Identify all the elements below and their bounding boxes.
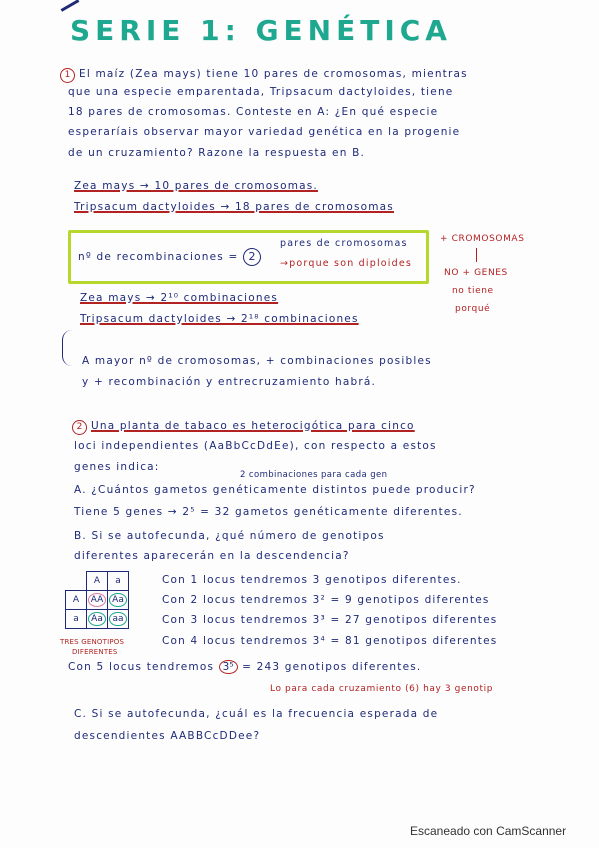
box-formula: nº de recombinaciones = 2 <box>78 248 261 266</box>
side-note-2: NO + GENES <box>444 268 508 278</box>
q2-note: 2 combinaciones para cada gen <box>240 470 388 480</box>
q2-number: 2 <box>72 420 87 435</box>
q1-comb-zea: Zea mays → 2¹⁰ combinaciones <box>80 292 279 304</box>
q2-question-a: A. ¿Cuántos gametos genéticamente distintos puede producir? <box>74 484 476 496</box>
q1-conclusion-2: y + recombinación y entrecruzamiento habrá. <box>82 376 377 388</box>
q2-note-2: Lo para cada cruzamiento (6) hay 3 genotip <box>270 684 494 694</box>
genotype-line-3: Con 3 locus tendremos 3³ = 27 genotipos diferentes <box>162 614 498 626</box>
side-note-3: no tiene <box>452 286 494 296</box>
box-note-1: pares de cromosomas <box>280 238 408 249</box>
q2-line-3: genes indica: <box>74 461 160 473</box>
grid-caption-1: TRES GENOTIPOS <box>60 638 125 646</box>
q1-zea: Zea mays → 10 pares de cromosomas. <box>74 180 318 192</box>
q1-comb-trip: Tripsacum dactyloides → 2¹⁸ combinaciones <box>80 313 359 325</box>
q1-line-2: que una especie emparentada, Tripsacum dactyloides, tiene <box>68 86 454 98</box>
q1-line-3: 18 pares de cromosomas. Conteste en A: ¿En qué especie <box>68 106 439 118</box>
q2-question-b-1: B. Si se autofecunda, ¿qué número de genotipos <box>74 530 385 542</box>
genotype-line-4: Con 4 locus tendremos 3⁴ = 81 genotipos diferentes <box>162 635 498 647</box>
punnett-grid: A a A AA Aa a Aa aa <box>65 571 131 631</box>
genotype-line-1: Con 1 locus tendremos 3 genotipos diferentes. <box>162 574 462 586</box>
q1-line-1: 1 El maíz (Zea mays) tiene 10 pares de cromosomas, mientras <box>60 68 468 83</box>
q1-line-4: esperaríais observar mayor variedad genética en la progenie <box>68 126 461 138</box>
scanner-watermark: Escaneado con CamScanner <box>410 824 567 838</box>
title-dash <box>61 0 80 12</box>
q2-line-2: loci independientes (AaBbCcDdEe), con respecto a estos <box>74 440 437 452</box>
q1-number: 1 <box>60 68 75 83</box>
box-note-2: →porque son diploides <box>280 258 413 269</box>
q1-line-5: de un cruzamiento? Razone la respuesta en B. <box>68 147 366 159</box>
brace <box>62 330 73 366</box>
q1-conclusion-1: A mayor nº de cromosomas, + combinaciones posibles <box>82 355 432 367</box>
side-note-1: + CROMOSOMAS <box>440 234 525 244</box>
side-arrow <box>476 248 477 262</box>
page-title: SERIE 1: GENÉTICA <box>70 14 452 47</box>
q2-line-1: 2 Una planta de tabaco es heterocigótica para cinco <box>72 420 415 435</box>
genotype-line-5: Con 5 locus tendremos 3⁵ = 243 genotipos diferentes. <box>68 661 422 673</box>
q2-question-c-1: C. Si se autofecunda, ¿cuál es la frecuencia esperada de <box>74 708 439 720</box>
genotype-line-2: Con 2 locus tendremos 3² = 9 genotipos diferentes <box>162 594 490 606</box>
q2-question-b-2: diferentes aparecerán en la descendencia? <box>74 550 350 562</box>
side-note-4: porqué <box>455 304 491 314</box>
q2-question-c-2: descendientes AABBCcDDee? <box>74 730 261 742</box>
grid-caption-2: DIFERENTES <box>72 648 118 656</box>
q2-answer-a: Tiene 5 genes → 2⁵ = 32 gametos genéticamente diferentes. <box>74 506 463 518</box>
q1-tripsacum: Tripsacum dactyloides → 18 pares de cromosomas <box>74 201 394 213</box>
